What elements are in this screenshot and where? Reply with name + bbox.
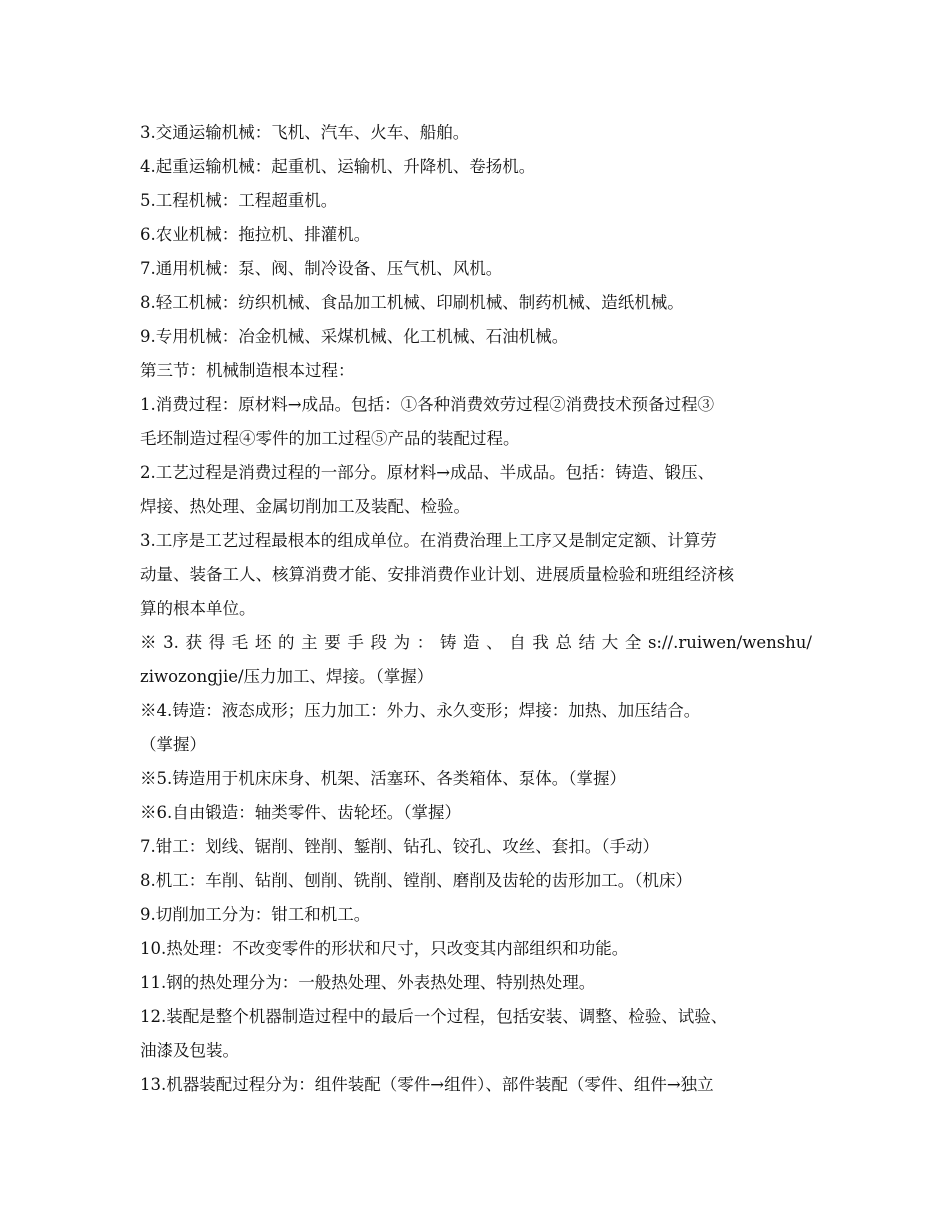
section-heading: 第三节：机械制造根本过程： xyxy=(140,361,355,380)
text-line: 11.钢的热处理分为：一般热处理、外表热处理、特别热处理。 xyxy=(140,973,596,992)
text-line: 7.钳工：划线、锯削、锉削、錾削、钻孔、铰孔、攻丝、套扣。（手动） xyxy=(140,837,659,856)
text-line: 毛坯制造过程④零件的加工过程⑤产品的装配过程。 xyxy=(140,429,520,448)
text-line: 4.起重运输机械：起重机、运输机、升降机、卷扬机。 xyxy=(140,157,536,176)
text-line: （掌握） xyxy=(140,735,206,754)
text-line: ziwozongjie/压力加工、焊接。（掌握） xyxy=(140,667,434,686)
text-line: 5.工程机械：工程超重机。 xyxy=(140,191,338,210)
text-line: 8.轻工机械：纺织机械、食品加工机械、印刷机械、制药机械、造纸机械。 xyxy=(140,293,684,312)
document-body xyxy=(140,116,812,1102)
text-line: 焊接、热处理、金属切削加工及装配、检验。 xyxy=(140,497,470,516)
text-line: 9.切削加工分为：钳工和机工。 xyxy=(140,905,371,924)
text-line: ※3.获得毛坯的主要手段为：铸造、自我总结大全s://.ruiwen/wenshu/ xyxy=(140,633,812,652)
text-line: 7.通用机械：泵、阀、制冷设备、压气机、风机。 xyxy=(140,259,503,278)
text-line: ※5.铸造用于机床床身、机架、活塞环、各类箱体、泵体。（掌握） xyxy=(140,769,626,788)
text-line: 算的根本单位。 xyxy=(140,599,256,618)
text-line: ※6.自由锻造：轴类零件、齿轮坯。（掌握） xyxy=(140,803,461,822)
text-line: ※4.铸造：液态成形；压力加工：外力、永久变形；焊接：加热、加压结合。 xyxy=(140,701,701,720)
text-line: 10.热处理：不改变零件的形状和尺寸，只改变其内部组织和功能。 xyxy=(140,939,629,958)
text-line: 1.消费过程：原材料→成品。包括：①各种消费效劳过程②消费技术预备过程③ xyxy=(140,395,715,414)
text-line: 2.工艺过程是消费过程的一部分。原材料→成品、半成品。包括：铸造、锻压、 xyxy=(140,463,715,482)
text-line: 6.农业机械：拖拉机、排灌机。 xyxy=(140,225,371,244)
text-line: 3.交通运输机械：飞机、汽车、火车、船舶。 xyxy=(140,123,470,142)
text-line: 3.工序是工艺过程最根本的组成单位。在消费治理上工序又是制定定额、计算劳 xyxy=(140,531,717,550)
text-line: 8.机工：车削、钻削、刨削、铣削、镗削、磨削及齿轮的齿形加工。（机床） xyxy=(140,871,692,890)
text-line: 动量、装备工人、核算消费才能、安排消费作业计划、进展质量检验和班组经济核 xyxy=(140,565,734,584)
text-line: 9.专用机械：冶金机械、采煤机械、化工机械、石油机械。 xyxy=(140,327,569,346)
text-line: 13.机器装配过程分为：组件装配（零件→组件）、部件装配（零件、组件→独立 xyxy=(140,1075,714,1094)
text-line: 12.装配是整个机器制造过程中的最后一个过程，包括安装、调整、检验、试验、 xyxy=(140,1007,728,1026)
text-line: 油漆及包装。 xyxy=(140,1041,239,1060)
